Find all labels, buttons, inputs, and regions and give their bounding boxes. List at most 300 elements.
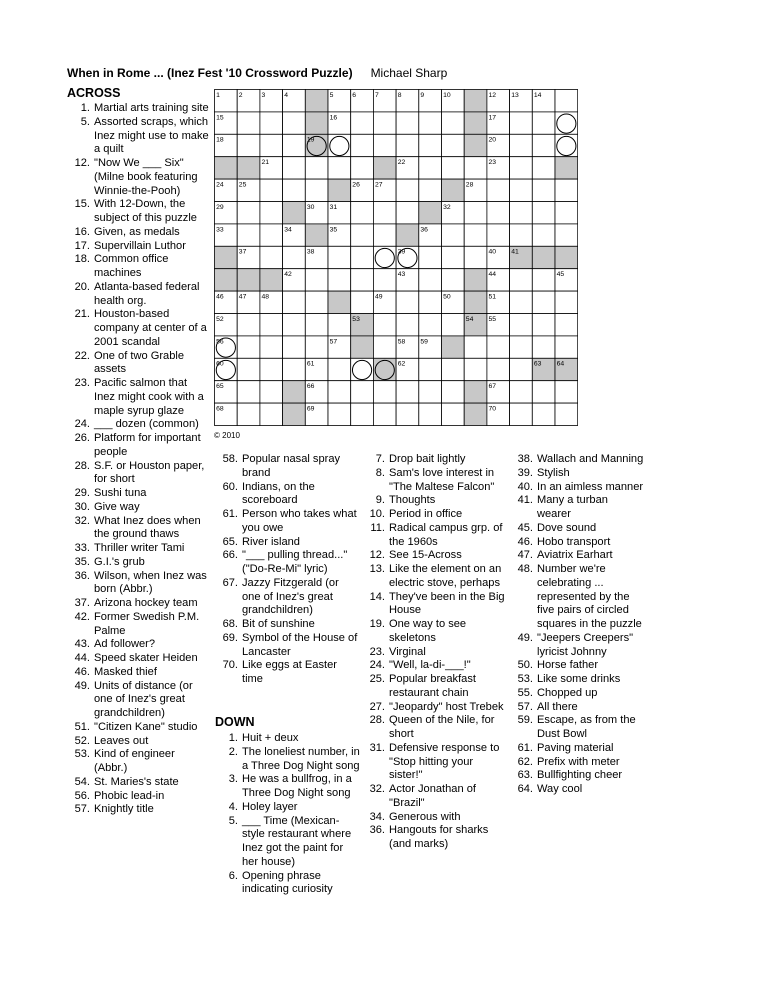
grid-cell[interactable] [283,134,306,156]
grid-cell[interactable] [532,224,555,246]
clue-item [214,870,360,898]
clue-item [214,815,360,870]
grid-cell[interactable] [305,269,328,291]
clue-text: Actor Jonathan of "Brazil" [389,783,476,809]
clue-number: 16. [74,225,90,238]
grid-cell[interactable] [487,202,510,224]
grid-cell[interactable] [555,381,578,403]
grid-cell[interactable] [237,202,260,224]
clue-item [509,536,644,550]
clue-item [66,652,211,666]
clue-item [66,460,211,488]
clue-number: 32. [369,783,385,795]
clue-number: 4. [228,800,238,813]
clue-number: 50. [517,659,533,672]
clue-item [361,467,509,495]
clue-number: 32. [74,514,90,527]
grid-cell[interactable] [555,112,578,134]
grid-cell[interactable] [283,358,306,380]
cell-number: 49 [375,293,383,301]
grid-cell[interactable] [237,381,260,403]
grid-cell[interactable] [237,336,260,358]
grid-cell[interactable] [532,403,555,425]
grid-cell[interactable] [555,90,578,112]
grid-cell[interactable] [328,246,351,268]
grid-cell[interactable] [260,314,283,336]
grid-cell[interactable] [305,157,328,179]
grid-cell[interactable] [396,314,419,336]
grid-cell[interactable] [260,381,283,403]
clue-text: Wallach and Manning [537,453,644,465]
grid-cell[interactable] [510,403,533,425]
grid-cell[interactable] [532,291,555,313]
clue-number: 30. [74,500,90,513]
grid-cell[interactable] [351,112,374,134]
clue-item [509,673,644,687]
grid-cell[interactable] [532,179,555,201]
grid-cell[interactable] [532,269,555,291]
grid-cell[interactable] [419,134,442,156]
grid-cell[interactable] [260,179,283,201]
grid-cell[interactable] [373,202,396,224]
cell-number: 6 [352,91,357,99]
grid-cell[interactable] [510,381,533,403]
grid-cell[interactable] [555,224,578,246]
clue-text: Prefix with meter [537,755,620,768]
cell-number: 30 [306,203,315,211]
cell-number: 3 [261,91,266,99]
clue-text: Chopped up [537,686,598,699]
grid-block [305,112,328,134]
grid-block [464,403,487,425]
clue-text: Many a turban wearer [537,494,608,520]
clue-item [509,632,644,660]
clue-number: 52. [74,734,90,747]
cell-number: 31 [329,203,338,211]
clue-text: Kind of engineer (Abbr.) [94,748,175,774]
cell-number: 38 [306,248,315,256]
cell-number: 63 [533,360,542,368]
clue-item [66,432,211,460]
clue-text: Queen of the Nile, for short [389,714,495,740]
grid-cell[interactable] [283,291,306,313]
clue-item [66,776,211,790]
grid-cell[interactable] [260,403,283,425]
cell-number: 43 [397,271,406,279]
clue-number: 58. [222,453,238,465]
clue-number: 61. [222,508,238,520]
clue-text: See 15-Across [389,549,462,562]
cell-number: 57 [329,338,338,346]
grid-cell[interactable] [260,134,283,156]
grid-cell[interactable] [305,314,328,336]
grid-cell[interactable] [283,246,306,268]
clue-item [361,714,509,742]
grid-cell[interactable] [532,381,555,403]
clue-text: Period in office [389,508,463,520]
cell-number: 62 [397,360,406,368]
clue-number: 67. [222,576,238,589]
grid-block [464,269,487,291]
grid-cell[interactable] [464,202,487,224]
clue-number: 3. [228,773,238,786]
grid-cell[interactable] [532,134,555,156]
grid-cell[interactable] [442,134,465,156]
clue-number: 46. [74,665,90,678]
clue-text: Huit + deux [242,732,299,744]
grid-cell[interactable] [260,358,283,380]
clue-item [214,801,360,815]
grid-cell[interactable] [283,179,306,201]
grid-cell[interactable] [237,358,260,380]
grid-cell[interactable] [487,336,510,358]
grid-cell[interactable] [464,336,487,358]
grid-cell[interactable] [510,291,533,313]
cell-number: 29 [216,203,224,211]
clue-item [509,701,644,715]
grid-cell[interactable] [532,112,555,134]
cell-number: 1 [216,91,220,99]
grid-block [260,269,283,291]
clue-item [214,618,360,632]
grid-cell[interactable] [373,246,396,268]
clue-text: Radical campus grp. of the 1960s [389,521,503,548]
clue-item [509,783,644,797]
grid-cell[interactable] [260,202,283,224]
clue-text: Sushi tuna [94,487,147,499]
cell-number: 20 [488,136,497,144]
clue-text: Jazzy Fitzgerald (or one of Inez's great grandchildren) [242,576,339,617]
clue-number: 6. [228,869,238,882]
clue-number: 41. [517,494,533,507]
clue-text: Masked thief [94,665,157,678]
clue-number: 17. [74,239,90,252]
cell-number: 14 [533,91,542,99]
grid-cell[interactable] [555,202,578,224]
puzzle-author: Michael Sharp [370,66,448,80]
grid-block [237,269,260,291]
clue-number: 65. [222,535,238,548]
grid-cell[interactable] [396,112,419,134]
cell-number: 70 [488,405,497,413]
grid-cell[interactable] [555,134,578,156]
grid-cell[interactable] [351,246,374,268]
grid-cell[interactable] [510,202,533,224]
grid-cell[interactable] [442,381,465,403]
grid-cell[interactable] [373,314,396,336]
grid-cell[interactable] [328,269,351,291]
clue-item [361,811,509,825]
grid-cell[interactable] [237,224,260,246]
cell-number: 12 [488,91,497,99]
grid-cell[interactable] [532,157,555,179]
cell-number: 61 [306,360,315,368]
clue-item [214,632,360,660]
clue-item [509,563,644,632]
grid-cell[interactable] [351,269,374,291]
grid-cell[interactable] [487,358,510,380]
grid-cell[interactable] [373,134,396,156]
grid-cell[interactable] [328,381,351,403]
cell-number: 59 [420,338,428,346]
grid-cell[interactable] [532,336,555,358]
clue-number: 28. [74,459,90,472]
grid-cell[interactable] [555,314,578,336]
grid-cell[interactable] [510,179,533,201]
grid-cell[interactable] [351,403,374,425]
grid-cell[interactable] [510,269,533,291]
clue-text: ___ Time (Mexican-style restaurant where Inez got the paint for her house) [242,814,352,868]
across-clues-continued [214,453,360,687]
clue-item [509,522,644,536]
grid-cell[interactable] [442,157,465,179]
clue-item [509,659,644,673]
clue-number: 13. [369,563,385,575]
grid-cell[interactable] [351,291,374,313]
grid-cell[interactable] [487,179,510,201]
grid-cell[interactable] [373,336,396,358]
grid-cell[interactable] [487,224,510,246]
clue-text: Units of distance (or one of Inez's great grandchildren) [94,679,193,719]
grid-cell[interactable] [328,314,351,336]
across-heading: ACROSS [67,86,121,100]
grid-cell[interactable] [419,157,442,179]
clue-text: Supervillain Luthor [94,239,186,252]
grid-cell[interactable] [396,381,419,403]
grid-block [419,202,442,224]
clue-item [214,453,360,481]
grid-cell[interactable] [260,224,283,246]
grid-cell[interactable] [555,291,578,313]
cell-number: 10 [443,91,451,99]
grid-cell[interactable] [237,314,260,336]
clue-text: Common office machines [94,253,169,279]
clue-number: 39. [517,466,533,479]
grid-cell[interactable] [510,157,533,179]
grid-block [373,358,396,380]
grid-cell[interactable] [442,112,465,134]
grid-cell[interactable] [419,112,442,134]
grid-cell[interactable] [555,336,578,358]
cell-number: 35 [329,226,338,234]
grid-cell[interactable] [328,157,351,179]
grid-cell[interactable] [442,269,465,291]
clue-number: 10. [369,508,385,520]
clue-text: Popular nasal spray brand [242,453,341,479]
clue-number: 45. [517,521,533,534]
grid-cell[interactable] [237,134,260,156]
grid-cell[interactable] [351,134,374,156]
grid-cell[interactable] [373,403,396,425]
crossword-grid [214,89,578,426]
clue-number: 70. [222,659,238,672]
grid-cell[interactable] [328,403,351,425]
grid-block [283,403,306,425]
grid-block [283,381,306,403]
cell-number: 52 [216,315,224,323]
cell-number: 5 [329,91,334,99]
clue-text: Virginal [389,645,426,658]
grid-cell[interactable] [442,314,465,336]
clue-item [509,714,644,742]
grid-cell[interactable] [442,403,465,425]
grid-cell[interactable] [442,224,465,246]
grid-cell[interactable] [283,112,306,134]
grid-cell[interactable] [305,291,328,313]
grid-cell[interactable] [283,314,306,336]
grid-cell[interactable] [373,112,396,134]
clue-number: 55. [517,686,533,699]
clue-number: 40. [517,480,533,493]
clue-item [66,308,211,349]
clue-item [66,735,211,749]
cell-number: 39 [397,248,406,256]
cell-number: 26 [352,181,360,189]
clue-number: 38. [517,453,533,465]
clue-number: 19. [369,618,385,630]
grid-cell[interactable] [351,358,374,380]
clue-text: Wilson, when Inez was born (Abbr.) [94,569,207,596]
grid-cell[interactable] [328,358,351,380]
grid-cell[interactable] [396,291,419,313]
grid-cell[interactable] [555,403,578,425]
clue-text: Popular breakfast restaurant chain [389,673,476,699]
grid-cell[interactable] [396,179,419,201]
grid-cell[interactable] [237,112,260,134]
grid-cell[interactable] [396,403,419,425]
grid-cell[interactable] [510,314,533,336]
clue-item [509,481,644,495]
grid-cell[interactable] [464,224,487,246]
clue-item [66,116,211,157]
cell-number: 19 [306,136,315,144]
clue-number: 68. [222,618,238,630]
clue-number: 60. [222,480,238,493]
clue-number: 15. [74,198,90,211]
grid-cell[interactable] [373,381,396,403]
cell-number: 48 [261,293,270,301]
grid-cell[interactable] [510,358,533,380]
grid-cell[interactable] [464,246,487,268]
grid-cell[interactable] [328,134,351,156]
clue-text: Bullfighting cheer [537,769,623,782]
clue-text: Escape, as from the Dust Bowl [537,714,636,740]
grid-cell[interactable] [510,336,533,358]
clue-item [509,467,644,481]
grid-cell[interactable] [260,336,283,358]
clue-text: River island [242,535,300,548]
grid-cell[interactable] [419,291,442,313]
grid-cell[interactable] [442,246,465,268]
clue-item [361,591,509,619]
grid-cell[interactable] [419,314,442,336]
clue-text: S.F. or Houston paper, for short [94,459,205,486]
grid-block [237,157,260,179]
grid-block [464,112,487,134]
cell-number: 16 [329,114,338,122]
clue-text: Way cool [537,783,583,795]
grid-cell[interactable] [510,112,533,134]
cell-number: 50 [443,293,451,301]
grid-cell[interactable] [532,202,555,224]
clue-number: 54. [74,775,90,788]
grid-cell[interactable] [510,134,533,156]
clue-text: Give way [94,500,140,513]
grid-cell[interactable] [351,224,374,246]
grid-cell[interactable] [555,179,578,201]
down-clues-col3 [361,453,509,852]
cell-number: 25 [238,181,247,189]
clue-item [66,597,211,611]
clue-text: Holey layer [242,800,298,813]
grid-cell[interactable] [373,269,396,291]
clue-number: 14. [369,590,385,603]
grid-cell[interactable] [351,202,374,224]
grid-cell[interactable] [260,112,283,134]
clue-text: "___ pulling thread..." ("Do-Re-Mi" lyric) [242,549,348,575]
clue-text: Arizona hockey team [94,597,198,609]
grid-cell[interactable] [351,157,374,179]
grid-cell[interactable] [464,358,487,380]
clue-number: 1. [80,102,90,114]
across-clues-list [66,102,211,817]
grid-cell[interactable] [283,157,306,179]
cell-number: 47 [238,293,247,301]
grid-cell[interactable] [419,381,442,403]
clue-text: Dove sound [537,521,597,534]
clue-text: One way to see skeletons [389,618,467,644]
clue-item [66,666,211,680]
grid-cell[interactable] [419,269,442,291]
grid-cell[interactable] [305,336,328,358]
clue-item [66,253,211,281]
clue-number: 49. [517,631,533,644]
clue-text: He was a bullfrog, in a Three Dog Night song [242,773,352,799]
grid-cell[interactable] [442,358,465,380]
cell-number: 46 [216,293,224,301]
clue-number: 26. [74,432,90,444]
cell-number: 41 [511,248,519,256]
cell-number: 34 [284,226,292,234]
grid-cell[interactable] [419,179,442,201]
grid-cell[interactable] [305,179,328,201]
grid-cell[interactable] [396,134,419,156]
grid-cell[interactable] [419,358,442,380]
grid-cell[interactable] [464,157,487,179]
clue-item [214,773,360,801]
clue-text: The loneliest number, in a Three Dog Night song [242,745,360,772]
clue-text: They've been in the Big House [389,590,505,617]
grid-cell[interactable] [351,381,374,403]
grid-cell[interactable] [396,202,419,224]
grid-cell[interactable] [283,336,306,358]
grid-block [283,202,306,224]
grid-cell[interactable] [373,224,396,246]
clue-number: 24. [369,659,385,672]
clue-text: Horse father [537,659,599,672]
grid-cell[interactable] [532,314,555,336]
clue-text: What Inez does when the ground thaws [94,514,201,541]
clue-text: "Well, la-di-___!" [389,659,471,672]
grid-cell[interactable] [510,224,533,246]
grid-cell[interactable] [419,246,442,268]
cell-number: 32 [443,203,451,211]
grid-cell[interactable] [237,403,260,425]
grid-cell[interactable] [260,246,283,268]
cell-number: 37 [238,248,247,256]
grid-cell[interactable] [419,403,442,425]
grid-block [555,157,578,179]
